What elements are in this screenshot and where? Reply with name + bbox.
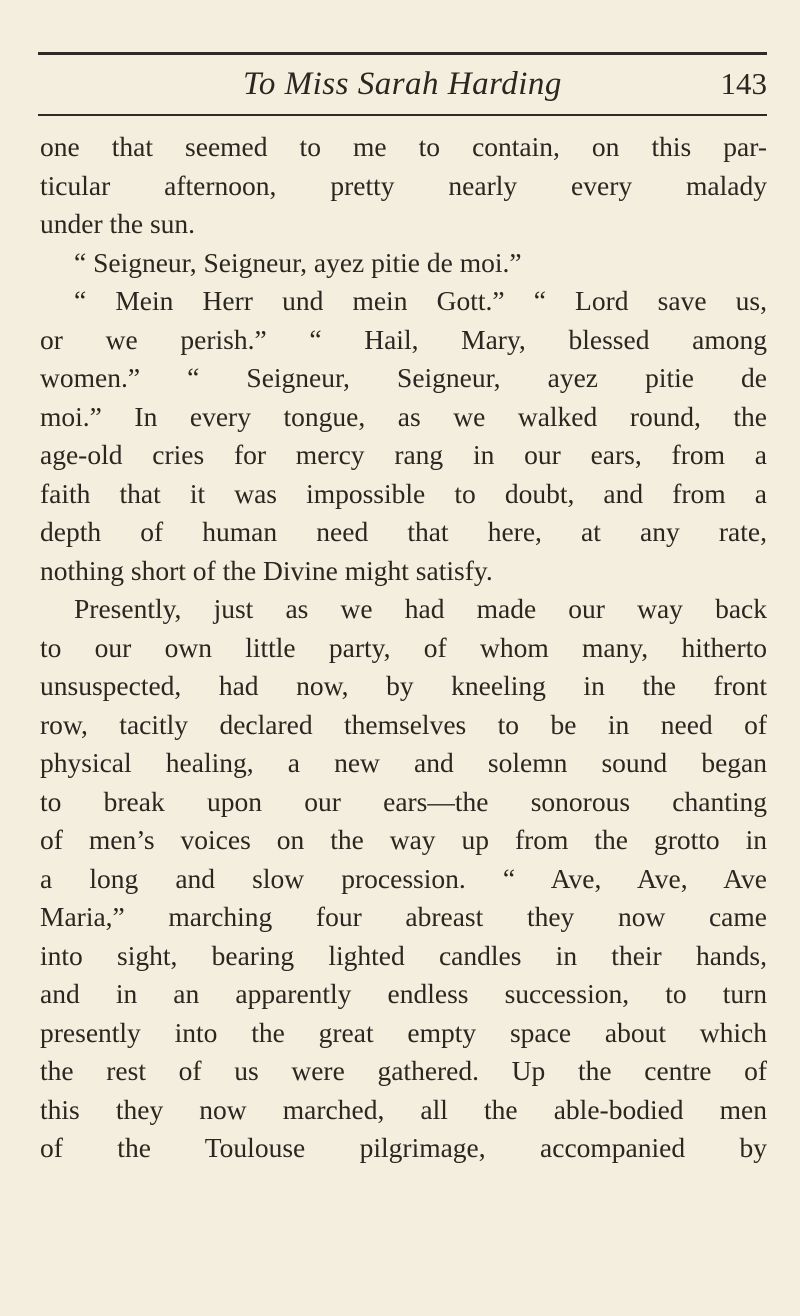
text-line: age-old cries for mercy rang in our ears, from a [40,439,767,470]
text-line: faith that it was impossible to doubt, and from a [40,477,767,509]
page-number: 143 [720,66,767,101]
text-line: under the sun. [40,208,196,239]
text-line: “ Mein Herr und mein Gott.” “ Lord save us, [74,285,767,316]
text-line: nothing short of the Divine might satisfy. [40,554,493,586]
text-line: of the Toulouse pilgrimage, accompanied by [40,1132,767,1163]
text-line: women.” “ Seigneur, Seigneur, ayez pitie de [40,362,767,393]
text-line: into sight, bearing lighted candles in their hands, [40,939,767,971]
text-line: Presently, just as we had made our way back [74,593,767,624]
text-line: row, tacitly declared themselves to be in need of [40,708,767,740]
text-line: ticular afternoon, pretty nearly every malady [40,169,767,201]
body-text [40,128,767,1168]
page-header [38,62,767,106]
text-line: “ Seigneur, Seigneur, ayez pitie de moi.” [74,246,522,278]
text-line: Maria,” marching four abreast they now came [40,901,767,932]
text-line: this they now marched, all the able-bodied men [40,1093,767,1125]
running-title: To Miss Sarah Harding [243,66,562,102]
text-line: or we perish.” “ Hail, Mary, blessed among [40,323,767,355]
text-line: presently into the great empty space about which [40,1016,767,1048]
text-line: to break upon our ears—the sonorous chanting [40,785,767,817]
text-line: of men’s voices on the way up from the grotto in [40,824,767,855]
text-line: the rest of us were gathered. Up the centre of [40,1055,767,1086]
top-rule [38,52,767,55]
text-line: to our own little party, of whom many, hitherto [40,631,767,663]
text-line: moi.” In every tongue, as we walked round, the [40,400,767,432]
text-line: depth of human need that here, at any rate, [40,516,767,547]
text-line: one that seemed to me to contain, on this par- [40,131,767,162]
text-line: physical healing, a new and solemn sound began [40,747,767,778]
text-line: a long and slow procession. “ Ave, Ave, Ave [40,862,767,894]
text-line: and in an apparently endless succession, to turn [40,978,767,1009]
header-rule [38,114,767,116]
text-line: unsuspected, had now, by kneeling in the front [40,670,767,701]
